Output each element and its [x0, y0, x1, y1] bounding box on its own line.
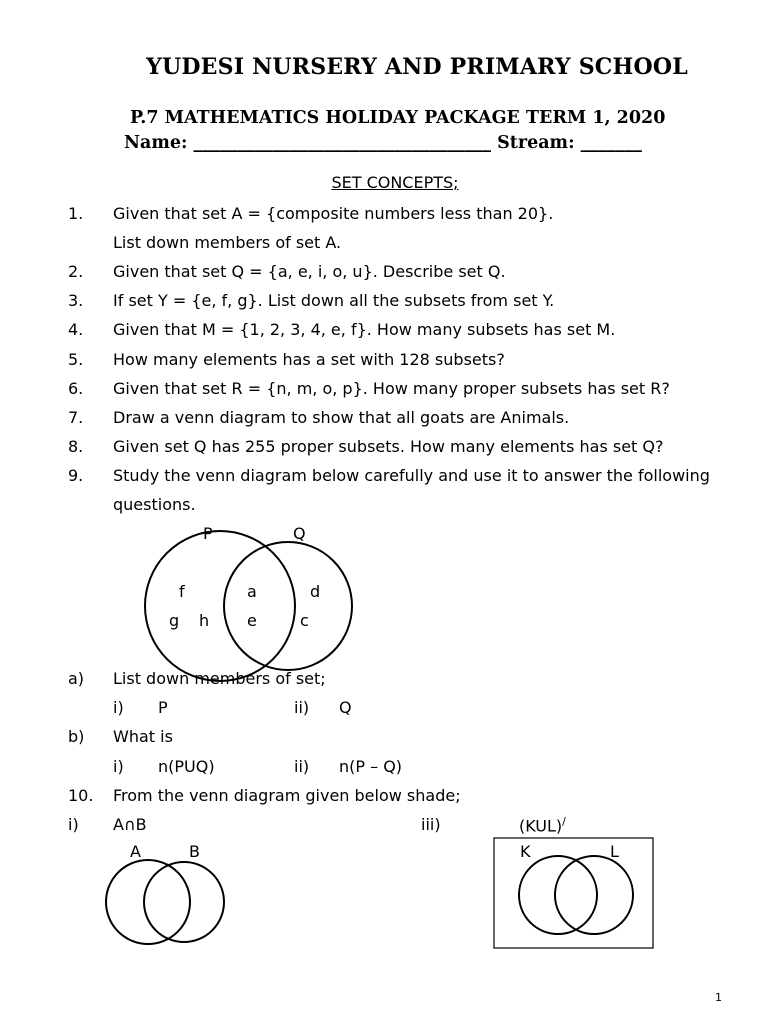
q10-i-text: A∩B	[113, 815, 147, 834]
question-text: How many elements has a set with 128 subsets?	[113, 350, 505, 369]
venn-label-p: P	[203, 524, 213, 543]
name-stream-line: Name: __________________________________ Stream: _______	[124, 133, 642, 153]
part-a-ii-text: Q	[339, 698, 352, 717]
part-b-label: b)	[68, 727, 85, 746]
part-a-text: List down members of set;	[113, 669, 326, 688]
venn-circle-l	[555, 856, 633, 934]
question-number: 3.	[68, 291, 84, 310]
part-a-label: a)	[68, 669, 85, 688]
part-a-i-text: P	[158, 698, 168, 717]
venn-element: f	[179, 582, 185, 601]
venn-element: g	[169, 611, 180, 630]
q10-iii-label: iii)	[421, 815, 441, 834]
section-title: SET CONCEPTS;	[331, 173, 459, 192]
question-text: Given that set Q = {a, e, i, o, u}. Describe set Q.	[113, 262, 506, 281]
question-number: 9.	[68, 466, 84, 485]
page-number: 1	[715, 991, 722, 1004]
question-number: 10.	[68, 786, 94, 805]
venn-circle-b	[144, 862, 224, 942]
question-number: 5.	[68, 350, 84, 369]
question-number: 2.	[68, 262, 84, 281]
question-text: List down members of set A.	[113, 233, 342, 252]
question-number: 1.	[68, 204, 84, 223]
question-text: Draw a venn diagram to show that all goats are Animals.	[113, 408, 570, 427]
question-text: Given that set R = {n, m, o, p}. How many proper subsets has set R?	[113, 379, 670, 398]
part-b-i-label: i)	[113, 757, 124, 776]
venn-diagram-kl	[494, 838, 653, 948]
venn-label-q: Q	[293, 524, 306, 543]
prime-mark: /	[562, 815, 566, 828]
venn-diagram-ab	[106, 842, 224, 944]
venn-element: d	[310, 582, 321, 601]
part-b-i-text: n(PUQ)	[158, 757, 215, 776]
part-a-i-label: i)	[113, 698, 124, 717]
venn-circle-q	[224, 542, 352, 670]
venn-element: c	[300, 611, 309, 630]
question-number: 8.	[68, 437, 84, 456]
venn-element: h	[199, 611, 210, 630]
part-b-text: What is	[113, 727, 173, 746]
venn-label-a: A	[130, 842, 141, 861]
question-text: Given that set A = {composite numbers less than 20}.	[113, 204, 554, 223]
venn-circle-p	[145, 531, 295, 681]
part-b-ii-text: n(P – Q)	[339, 757, 403, 776]
venn-label-b: B	[189, 842, 200, 861]
question-text: questions.	[113, 495, 196, 514]
part-a-ii-label: ii)	[294, 698, 310, 717]
q10-iii-text: (KUL)/	[519, 815, 566, 836]
question-number: 4.	[68, 320, 84, 339]
venn-label-k: K	[520, 842, 531, 861]
school-name: YUDESI NURSERY AND PRIMARY SCHOOL	[146, 54, 688, 80]
venn-circle-a	[106, 860, 190, 944]
question-text: If set Y = {e, f, g}. List down all the subsets from set Y.	[113, 291, 555, 310]
venn-element: e	[247, 611, 257, 630]
q10-i-label: i)	[68, 815, 79, 834]
venn-element: a	[247, 582, 257, 601]
question-text: Study the venn diagram below carefully and use it to answer the following	[113, 466, 710, 485]
question-text: Given set Q has 255 proper subsets. How many elements has set Q?	[113, 437, 664, 456]
question-text: Given that M = {1, 2, 3, 4, e, f}. How many subsets has set M.	[113, 320, 616, 339]
venn-circle-k	[519, 856, 597, 934]
package-title: P.7 MATHEMATICS HOLIDAY PACKAGE TERM 1, 2020	[130, 108, 666, 128]
venn-diagram-pq	[145, 524, 352, 681]
question-number: 6.	[68, 379, 84, 398]
question-text: From the venn diagram given below shade;	[113, 786, 461, 805]
venn-label-l: L	[610, 842, 619, 861]
question-number: 7.	[68, 408, 84, 427]
part-b-ii-label: ii)	[294, 757, 310, 776]
